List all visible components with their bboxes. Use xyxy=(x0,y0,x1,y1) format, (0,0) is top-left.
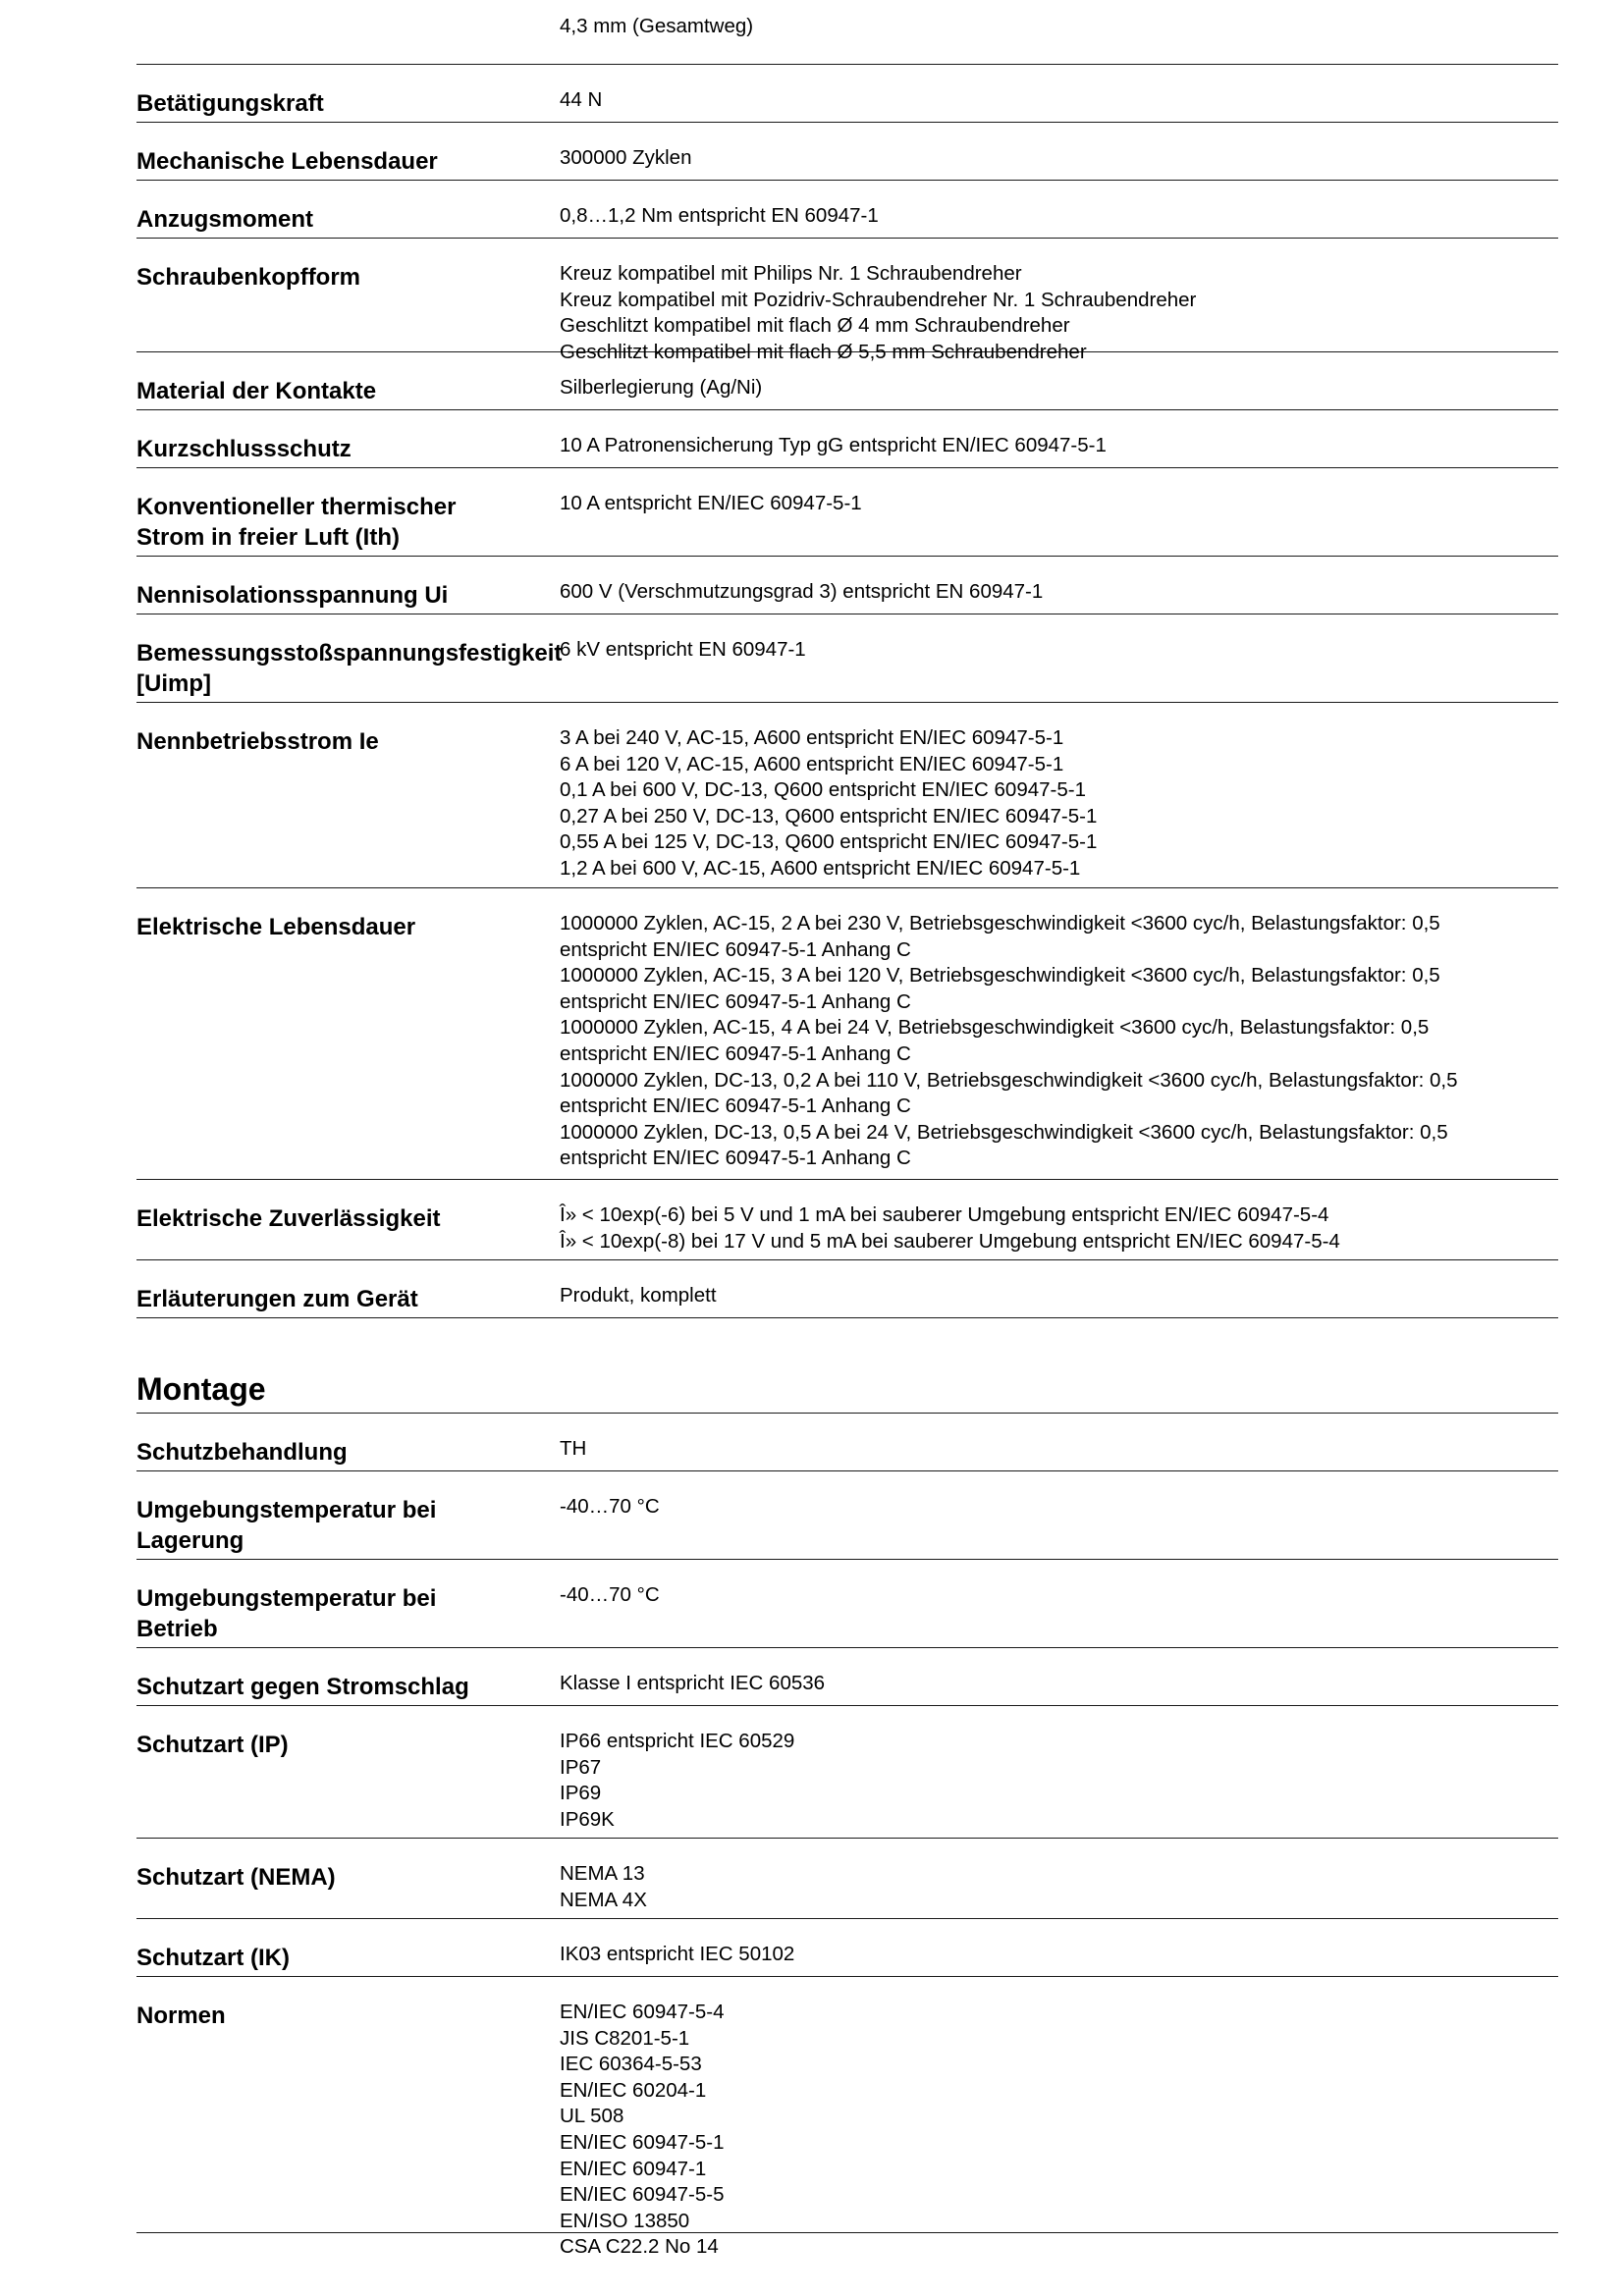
spec-label-line: Betrieb xyxy=(136,1616,218,1642)
spec-value-line: entspricht EN/IEC 60947-5-1 Anhang C xyxy=(560,1147,911,1170)
spec-value-line: Silberlegierung (Ag/Ni) xyxy=(560,376,763,399)
section-gap xyxy=(136,1318,1558,1367)
spec-value xyxy=(560,1283,1551,1309)
spec-value-line: UL 508 xyxy=(560,2105,624,2128)
spec-value xyxy=(560,1942,1551,1968)
spec-value-line: IP67 xyxy=(560,1755,602,1779)
spec-value-line: -40…70 °C xyxy=(560,1583,660,1606)
spec-value-line: IEC 60364-5-53 xyxy=(560,2053,702,2076)
spec-value xyxy=(560,14,1551,40)
spec-value-line: IK03 entspricht IEC 50102 xyxy=(560,1943,795,1965)
spec-value xyxy=(560,1494,1551,1521)
spec-value-line: CSA C22.2 No 14 xyxy=(560,2235,719,2259)
spec-row xyxy=(136,1648,1558,1706)
spec-value-line: entspricht EN/IEC 60947-5-1 Anhang C xyxy=(560,1095,911,1118)
spec-value-line: Î» < 10exp(-8) bei 17 V und 5 mA bei sauberer Umgebung entspricht EN/IEC 60947-5-4 xyxy=(560,1229,1340,1253)
spec-row xyxy=(136,352,1558,410)
spec-label xyxy=(136,638,568,699)
spec-value-line: 1000000 Zyklen, AC-15, 3 A bei 120 V, Betriebsgeschwindigkeit <3600 cyc/h, Belastungsfaktor: 0,5 xyxy=(560,964,1440,988)
spec-value-line: 0,27 A bei 250 V, DC-13, Q600 entspricht EN/IEC 60947-5-1 xyxy=(560,804,1098,828)
spec-value xyxy=(560,725,1551,882)
spec-value xyxy=(560,579,1551,606)
spec-value xyxy=(560,433,1551,459)
spec-label: Schutzbehandlung xyxy=(136,1439,348,1466)
spec-value-line: IP69 xyxy=(560,1782,602,1805)
spec-label: Anzugsmoment xyxy=(136,206,313,233)
spec-label-line: Umgebungstemperatur bei xyxy=(136,1497,437,1523)
spec-value-line: 600 V (Verschmutzungsgrad 3) entspricht EN 60947-1 xyxy=(560,580,1044,603)
spec-value-line: EN/ISO 13850 xyxy=(560,2209,690,2232)
spec-value xyxy=(560,375,1551,401)
spec-label: Schutzart (IP) xyxy=(136,1732,289,1758)
spec-value xyxy=(560,1671,1551,1697)
spec-label: Betätigungskraft xyxy=(136,90,324,117)
spec-value-line: 6 A bei 120 V, AC-15, A600 entspricht EN/IEC 60947-5-1 xyxy=(560,752,1064,775)
section-title: Montage xyxy=(136,1371,266,1407)
datasheet-page xyxy=(136,0,1558,2259)
spec-value-line: entspricht EN/IEC 60947-5-1 Anhang C xyxy=(560,937,911,961)
spec-row xyxy=(136,1414,1558,1471)
spec-value-line: 1,2 A bei 600 V, AC-15, A600 entspricht EN/IEC 60947-5-1 xyxy=(560,856,1081,880)
spec-label: Mechanische Lebensdauer xyxy=(136,148,438,175)
spec-value-line: Geschlitzt kompatibel mit flach Ø 4 mm Schraubendreher xyxy=(560,314,1070,338)
spec-row xyxy=(136,181,1558,239)
spec-value xyxy=(560,1861,1551,1913)
spec-row xyxy=(136,888,1558,1180)
spec-value xyxy=(560,1436,1551,1463)
spec-row xyxy=(136,557,1558,614)
spec-label: Nennbetriebsstrom Ie xyxy=(136,728,379,755)
spec-row xyxy=(136,123,1558,181)
spec-row xyxy=(136,239,1558,363)
spec-row xyxy=(136,1180,1558,1260)
spec-value-line: entspricht EN/IEC 60947-5-1 Anhang C xyxy=(560,989,911,1013)
spec-row xyxy=(136,1260,1558,1318)
spec-value-line: -40…70 °C xyxy=(560,1495,660,1518)
spec-value-line: entspricht EN/IEC 60947-5-1 Anhang C xyxy=(560,1041,911,1065)
spec-row xyxy=(136,1977,1558,2259)
spec-value xyxy=(560,491,1551,517)
spec-label-line: Lagerung xyxy=(136,1527,244,1554)
spec-value-line: EN/IEC 60204-1 xyxy=(560,2078,707,2102)
spec-row xyxy=(136,468,1558,557)
spec-row xyxy=(136,65,1558,123)
spec-label: Schutzart gegen Stromschlag xyxy=(136,1674,469,1700)
spec-row xyxy=(136,1839,1558,1919)
spec-value-line: TH xyxy=(560,1437,587,1460)
spec-value-line: 1000000 Zyklen, DC-13, 0,2 A bei 110 V, Betriebsgeschwindigkeit <3600 cyc/h, Belastungsfaktor: 0,5 xyxy=(560,1068,1458,1092)
spec-value xyxy=(560,1729,1551,1833)
spec-label-line: Konventioneller thermischer xyxy=(136,494,457,520)
spec-value-line: 10 A Patronensicherung Typ gG entspricht EN/IEC 60947-5-1 xyxy=(560,434,1107,456)
spec-value-line: 10 A entspricht EN/IEC 60947-5-1 xyxy=(560,492,862,514)
spec-value-line: Kreuz kompatibel mit Philips Nr. 1 Schraubendreher xyxy=(560,262,1022,285)
spec-value xyxy=(560,1582,1551,1609)
spec-label-line: Umgebungstemperatur bei xyxy=(136,1585,437,1612)
spec-value-line: IP66 entspricht IEC 60529 xyxy=(560,1730,795,1752)
spec-value xyxy=(560,87,1551,114)
spec-value xyxy=(560,203,1551,230)
spec-label: Schutzart (NEMA) xyxy=(136,1864,336,1891)
spec-label: Kurzschlussschutz xyxy=(136,436,352,462)
spec-label: Schraubenkopfform xyxy=(136,264,361,291)
spec-value-line: 3 A bei 240 V, AC-15, A600 entspricht EN/IEC 60947-5-1 xyxy=(560,726,1064,749)
spec-label xyxy=(136,1583,568,1644)
spec-label: Material der Kontakte xyxy=(136,378,377,404)
spec-value-line: NEMA 4X xyxy=(560,1888,647,1911)
spec-row xyxy=(136,1919,1558,1977)
spec-label: Erläuterungen zum Gerät xyxy=(136,1286,418,1312)
spec-row xyxy=(136,1471,1558,1560)
spec-value-line: Î» < 10exp(-6) bei 5 V und 1 mA bei sauberer Umgebung entspricht EN/IEC 60947-5-4 xyxy=(560,1203,1329,1226)
spec-value-line: 0,1 A bei 600 V, DC-13, Q600 entspricht EN/IEC 60947-5-1 xyxy=(560,778,1086,802)
spec-label: Normen xyxy=(136,2002,226,2029)
spec-value-line: Klasse I entspricht IEC 60536 xyxy=(560,1672,826,1694)
spec-value-line: 1000000 Zyklen, AC-15, 4 A bei 24 V, Betriebsgeschwindigkeit <3600 cyc/h, Belastungsfaktor: 0,5 xyxy=(560,1016,1430,1040)
spec-label xyxy=(136,492,568,553)
spec-value xyxy=(560,261,1551,365)
spec-value-line: Geschlitzt kompatibel mit flach Ø 5,5 mm Schraubendreher xyxy=(560,340,1087,363)
spec-label xyxy=(136,1495,568,1556)
spec-value-line: EN/IEC 60947-1 xyxy=(560,2157,707,2180)
spec-value-line: 0,55 A bei 125 V, DC-13, Q600 entspricht EN/IEC 60947-5-1 xyxy=(560,830,1098,854)
montage-table xyxy=(136,1414,1558,2259)
spec-value-line: 0,8…1,2 Nm entspricht EN 60947-1 xyxy=(560,204,879,227)
spec-label-line: Strom in freier Luft (Ith) xyxy=(136,524,400,551)
spec-value xyxy=(560,2000,1551,2261)
spec-value xyxy=(560,911,1551,1172)
spec-label-line: Bemessungsstoßspannungsfestigkeit xyxy=(136,640,563,667)
spec-value xyxy=(560,145,1551,172)
spec-value-line: NEMA 13 xyxy=(560,1862,645,1885)
spec-value-line: EN/IEC 60947-5-1 xyxy=(560,2130,725,2154)
spec-label: Elektrische Zuverlässigkeit xyxy=(136,1205,441,1232)
spec-value-line: 1000000 Zyklen, AC-15, 2 A bei 230 V, Betriebsgeschwindigkeit <3600 cyc/h, Belastungsfaktor: 0,5 xyxy=(560,912,1440,934)
spec-row xyxy=(136,1560,1558,1648)
section-heading xyxy=(136,1367,1558,1414)
spec-label: Schutzart (IK) xyxy=(136,1945,290,1971)
spec-value-line: 44 N xyxy=(560,88,603,111)
spec-label: Elektrische Lebensdauer xyxy=(136,914,416,940)
spec-value-line: 1000000 Zyklen, DC-13, 0,5 A bei 24 V, Betriebsgeschwindigkeit <3600 cyc/h, Belastungsfaktor: 0,5 xyxy=(560,1120,1448,1144)
spec-value-line: Produkt, komplett xyxy=(560,1284,717,1307)
spec-value-line: IP69K xyxy=(560,1807,615,1831)
spec-value xyxy=(560,1202,1551,1255)
spec-value-line: 4,3 mm (Gesamtweg) xyxy=(560,15,754,37)
spec-value-line: EN/IEC 60947-5-5 xyxy=(560,2183,725,2207)
spec-value-line: 300000 Zyklen xyxy=(560,146,692,169)
spec-value xyxy=(560,637,1551,664)
spec-label: Nennisolationsspannung Ui xyxy=(136,582,449,609)
spec-value-line: JIS C8201-5-1 xyxy=(560,2026,690,2050)
spec-row xyxy=(136,614,1558,703)
spec-row xyxy=(136,410,1558,468)
spec-value-line: 6 kV entspricht EN 60947-1 xyxy=(560,638,806,661)
spec-value-line: Kreuz kompatibel mit Pozidriv-Schraubendreher Nr. 1 Schraubendreher xyxy=(560,288,1197,311)
spec-row xyxy=(136,1706,1558,1839)
spec-value-line: EN/IEC 60947-5-4 xyxy=(560,2001,725,2023)
spec-row xyxy=(136,703,1558,888)
spec-row xyxy=(136,0,1558,65)
spec-label-line: [Uimp] xyxy=(136,670,211,697)
spec-table xyxy=(136,0,1558,1318)
